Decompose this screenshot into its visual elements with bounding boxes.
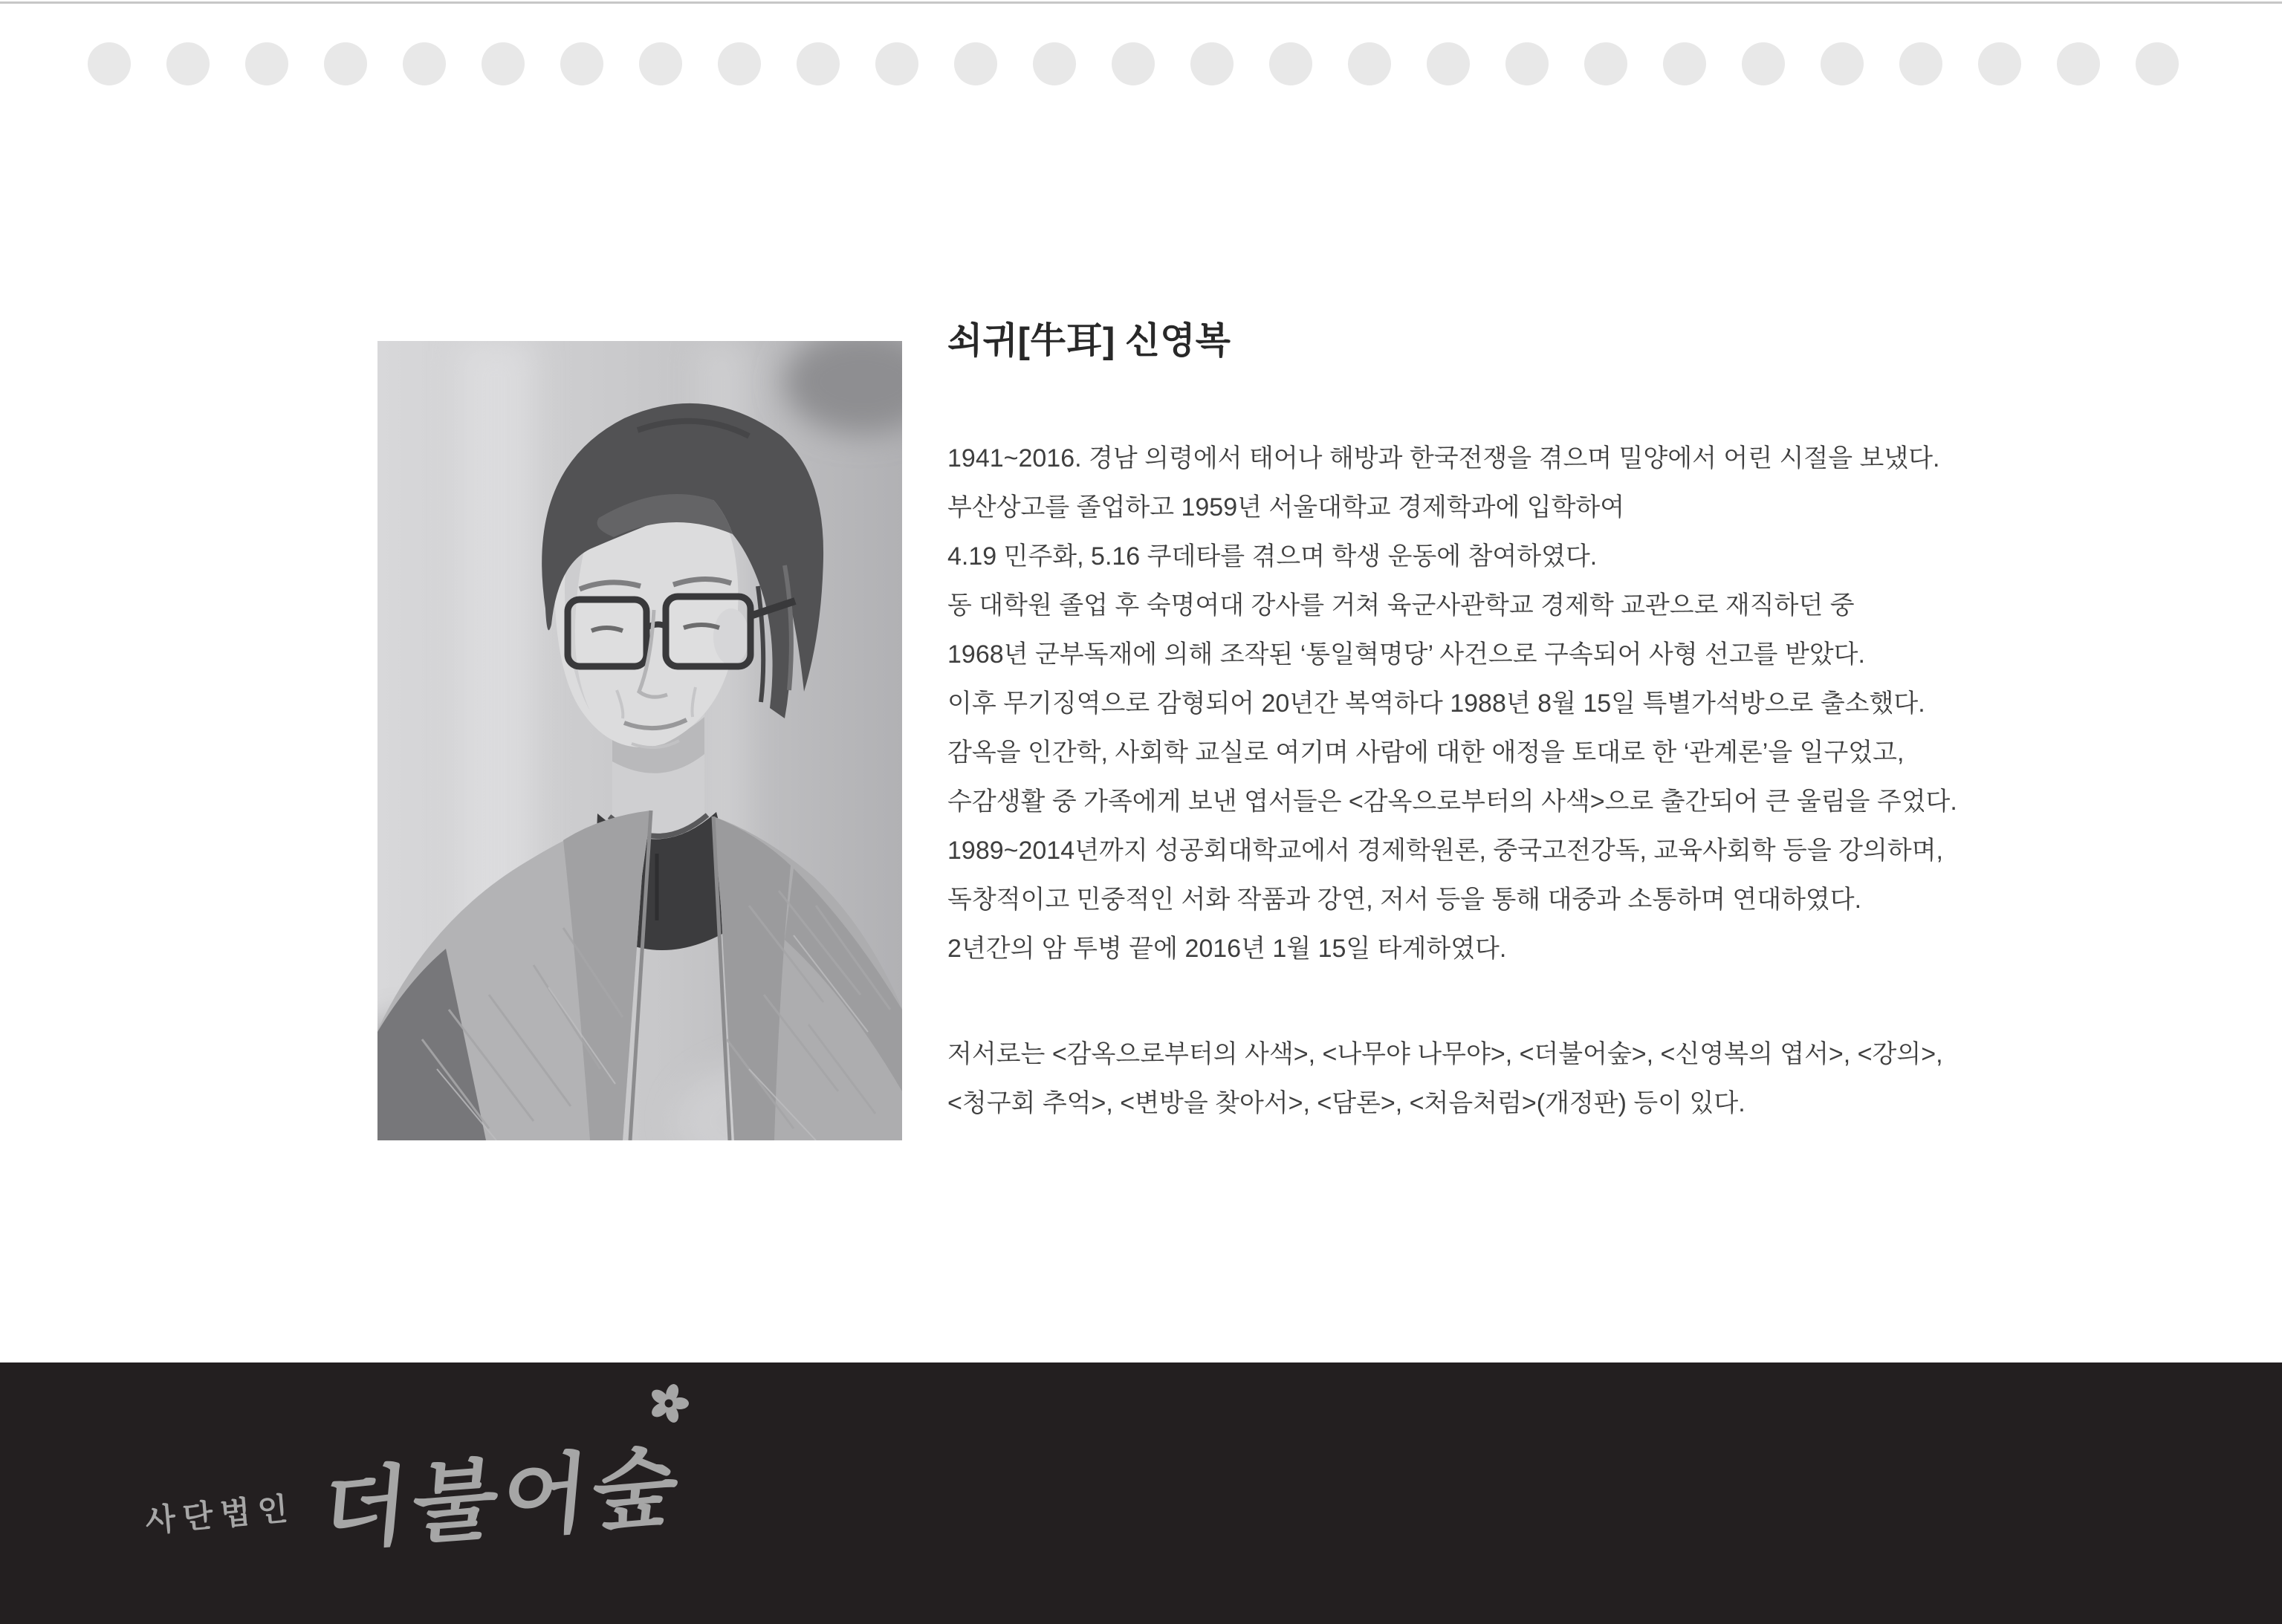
bio-line: <청구회 추억>, <변방을 찾아서>, <담론>, <처음처럼>(개정판) 등이 있다. — [947, 1089, 1745, 1117]
bio-line: 독창적이고 민중적인 서화 작품과 강연, 저서 등을 통해 대중과 소통하며 연대하였다. — [947, 886, 1862, 914]
org-type-label: 사단법인 — [143, 1490, 297, 1539]
dot — [1584, 42, 1627, 85]
org-name-text: 더불어숲 — [318, 1438, 687, 1561]
dot — [1427, 42, 1470, 85]
top-border-line — [0, 1, 2282, 4]
portrait-illustration — [377, 341, 902, 1140]
dot — [1742, 42, 1785, 85]
bio-line: 1941~2016. 경남 의령에서 태어나 해방과 한국전쟁을 겪으며 밀양에서 어린 시절을 보냈다. — [947, 444, 1940, 472]
dot — [324, 42, 367, 85]
org-name-calligraphy — [318, 1428, 687, 1561]
dot — [1033, 42, 1076, 85]
bio-line: 1989~2014년까지 성공회대학교에서 경제학원론, 중국고전강독, 교육사회학 등을 강의하며, — [947, 837, 1943, 865]
dots-decoration — [88, 42, 2179, 85]
dot — [560, 42, 603, 85]
books-paragraph — [947, 1030, 2255, 1128]
dot — [797, 42, 840, 85]
dot — [2136, 42, 2179, 85]
dot — [1663, 42, 1706, 85]
bio-line: 4.19 민주화, 5.16 쿠데타를 겪으며 학생 운동에 참여하였다. — [947, 542, 1598, 571]
dot — [639, 42, 682, 85]
bio-line: 부산상고를 졸업하고 1959년 서울대학교 경제학과에 입학하여 — [947, 493, 1625, 522]
dot — [1112, 42, 1155, 85]
dot — [403, 42, 446, 85]
dot — [1505, 42, 1549, 85]
bio-line: 저서로는 <감옥으로부터의 사색>, <나무야 나무야>, <더불어숲>, <신영복의 엽서>, <강의>, — [947, 1040, 1943, 1068]
dot — [1899, 42, 1942, 85]
footer — [0, 1362, 2282, 1624]
dot — [482, 42, 525, 85]
dot — [1190, 42, 1234, 85]
dot — [1348, 42, 1391, 85]
dot — [1978, 42, 2021, 85]
dot — [954, 42, 997, 85]
dot — [88, 42, 131, 85]
dot — [2057, 42, 2100, 85]
bio-paragraph — [947, 434, 2255, 973]
deobuleosup-logo — [143, 1428, 687, 1561]
dot — [166, 42, 210, 85]
bio-line: 동 대학원 졸업 후 숙명여대 강사를 거쳐 육군사관학교 경제학 교관으로 재직하던 중 — [947, 591, 1855, 620]
dot — [245, 42, 288, 85]
bio-line: 수감생활 중 가족에게 보낸 엽서들은 <감옥으로부터의 사색>으로 출간되어 큰 울림을 주었다. — [947, 787, 1957, 816]
portrait-photo — [377, 341, 902, 1140]
dot — [1269, 42, 1312, 85]
bio-line: 이후 무기징역으로 감형되어 20년간 복역하다 1988년 8월 15일 특별가석방으로 출소했다. — [947, 689, 1925, 718]
bio-line: 1968년 군부독재에 의해 조작된 ‘통일혁명당’ 사건으로 구속되어 사형 선고를 받았다. — [947, 640, 1865, 669]
dot — [718, 42, 761, 85]
bio-line: 2년간의 암 투병 끝에 2016년 1월 15일 타계하였다. — [947, 935, 1507, 963]
page-title: 쇠귀[牛耳] 신영복 — [947, 321, 1231, 361]
dot — [875, 42, 918, 85]
bio-text-column — [947, 319, 2255, 1128]
bio-line: 감옥을 인간학, 사회학 교실로 여기며 사람에 대한 애정을 토대로 한 ‘관계론’을 일구었고, — [947, 738, 1905, 767]
dot — [1821, 42, 1864, 85]
